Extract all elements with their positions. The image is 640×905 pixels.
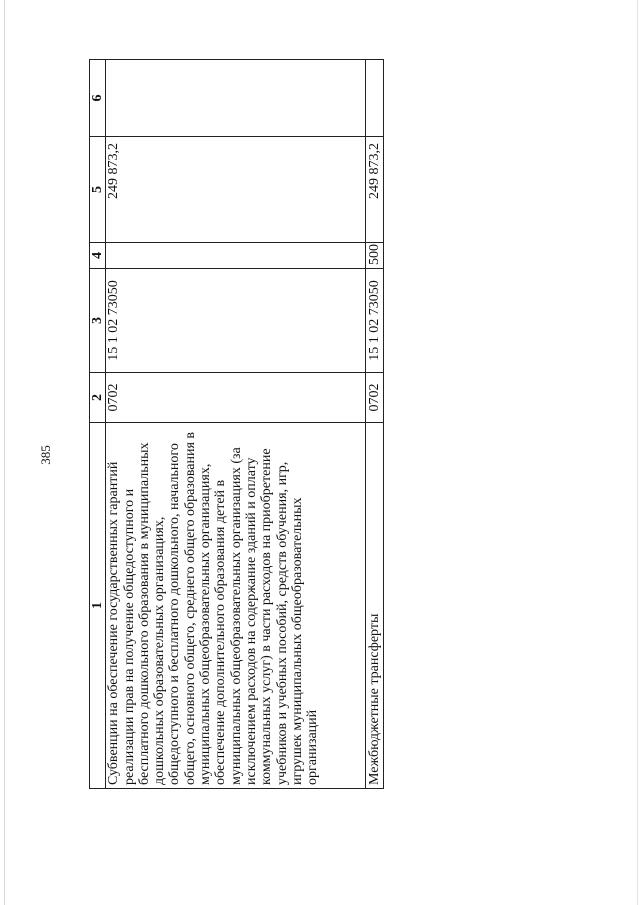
- column-header-5: 5: [90, 137, 106, 243]
- column-header-6: 6: [90, 60, 106, 137]
- row-name: Межбюджетные трансферты: [365, 423, 383, 789]
- row-target-code: 15 1 02 73050: [106, 269, 365, 373]
- column-header-2: 2: [90, 373, 106, 423]
- row-amount: 249 873,2: [365, 137, 383, 243]
- row-section: 0702: [106, 373, 365, 423]
- column-header-1: 1: [90, 423, 106, 789]
- row-col6: [365, 60, 383, 137]
- row-target-code: 15 1 02 73050: [365, 269, 383, 373]
- table-row: [365, 60, 383, 789]
- page-number: 385: [38, 445, 53, 465]
- column-header-3: 3: [90, 269, 106, 373]
- table-header-row: [90, 60, 106, 789]
- budget-table-rotated: [89, 59, 384, 789]
- row-amount: 249 873,2: [106, 137, 365, 243]
- row-section: 0702: [365, 373, 383, 423]
- column-header-4: 4: [90, 243, 106, 269]
- table-row: [106, 60, 365, 789]
- scan-edge-right: [637, 0, 638, 905]
- row-name: Субвенции на обеспечение государственных гарантий реализации прав на получение общедоступного и бесплатного дошкольного образования в муниципальных дошкольных образовательных организациях, общедоступного и бесплатного дошкольного, начального общего, основного общего, среднего общего образования в муниципальных общеобразовательных организациях, обеспечение дополнительного образования детей в муниципальных общеобразовательных организациях (за исключением расходов на содержание зданий и оплату коммунальных услуг) в части расходов на приобретение учебников и учебных пособий, средств обучения, игр, игрушек муниципальных общеобразовательных организаций: [106, 423, 365, 789]
- budget-table: [89, 59, 384, 789]
- scan-edge-left: [4, 0, 5, 905]
- row-col6: [106, 60, 365, 137]
- row-expense-type: [106, 243, 365, 269]
- row-expense-type: 500: [365, 243, 383, 269]
